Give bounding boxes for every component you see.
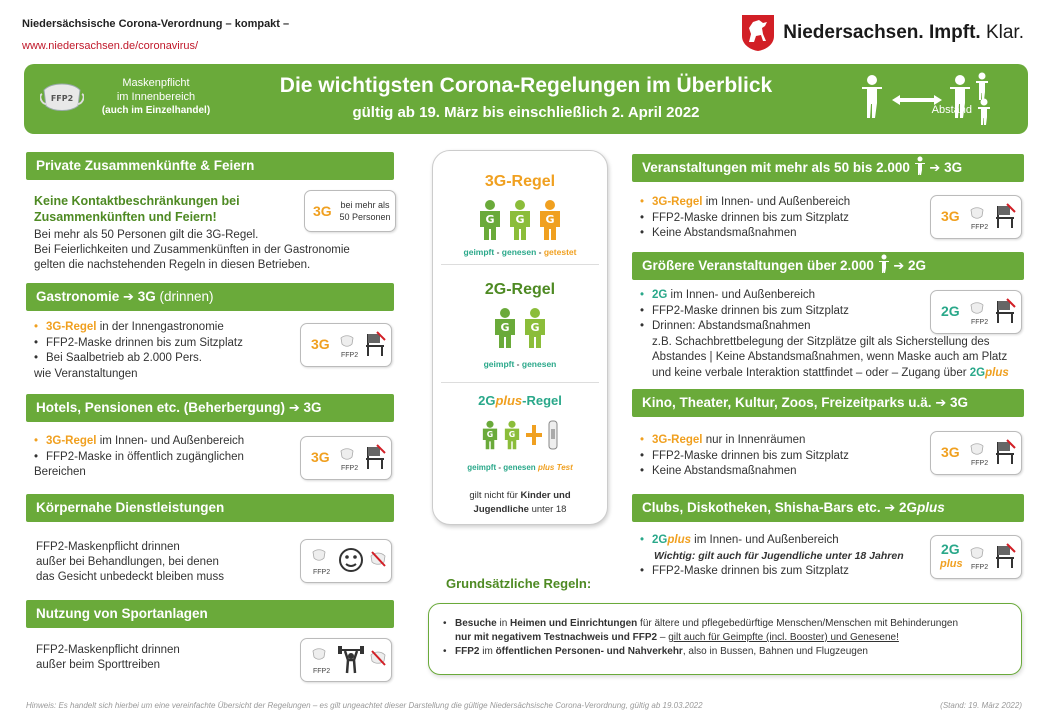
person-green-icon (491, 307, 519, 349)
seat-icon (363, 443, 387, 471)
mask-icon (969, 206, 985, 220)
person-darkgreen-icon (502, 419, 522, 451)
footer-date: (Stand: 19. März 2022) (940, 701, 1022, 710)
rule-3g-title: 3G-Regel (484, 173, 556, 190)
mask-icon (339, 447, 355, 461)
person-green-icon (480, 419, 500, 451)
page-subtitle: gültig ab 19. März bis einschließlich 2. April 2022 (352, 104, 700, 121)
svg-text:G: G (515, 213, 525, 226)
ffp2-mask-icon (40, 76, 84, 116)
basic-rules-box: • Besuche in Heimen und Einrichtungen für ältere und pflegebedürftige Menschen/Menschen mit Behinderungen nur mit negativem Testnachweis und FFP2 – gilt auch für Geimpfte (incl. Booster) und Genesene! • FFP2 im öffentlichen Personen- und Nahverkehr, also in Bussen, Bahnen und Flugzeugen (428, 603, 1022, 675)
hotels-badge: 3G FFP2 (300, 436, 392, 480)
mask-icon (969, 442, 985, 456)
plus-icon (524, 419, 544, 451)
seat-icon (993, 542, 1017, 570)
distance-icon (860, 70, 1000, 128)
section-gastro-header: Gastronomie ➔ 3G (drinnen) (26, 283, 394, 311)
mask-icon (969, 301, 985, 315)
doc-subtitle: Niedersächsische Corona-Verordnung – kompakt – (22, 18, 290, 30)
seat-icon (993, 202, 1017, 230)
header-info (22, 18, 289, 52)
title-banner (24, 64, 1028, 134)
person-icon (914, 156, 926, 176)
website-link[interactable]: www.niedersachsen.de/coronavirus/ (22, 40, 199, 52)
face-treatment-icon (337, 546, 365, 574)
hotels-list: • 3G-Regel im Innen- und Außenbereich • FFP2-Maske in öffentlich zugänglichen Bereichen (34, 434, 294, 481)
rule-2gplus-persons (433, 419, 607, 451)
svg-text:G: G (508, 430, 516, 440)
svg-text:G: G (485, 213, 495, 226)
no-mask-icon (369, 550, 387, 568)
rule-2gplus-title: 2Gplus-Regel (478, 393, 562, 408)
section-gross-header: Größere Veranstaltungen über 2.000 ➔ 2G (632, 252, 1024, 280)
private-3g-badge: 3G bei mehr als 50 Personen (304, 190, 396, 232)
separator (441, 382, 599, 383)
private-body: Bei mehr als 50 Personen gilt die 3G-Regel. Bei Feierlichkeiten und Zusammenkünften in der Gastronomie gelten die nachstehenden Regeln in diesen Betrieben. (34, 229, 350, 271)
mask-icon (311, 647, 327, 661)
clubs-badge: 2G plus FFP2 (930, 535, 1022, 579)
horse-crest-icon (741, 14, 775, 52)
svg-text:FFP2: FFP2 (50, 94, 74, 103)
rule-2g-caption: geimpft - genesen (483, 359, 557, 369)
svg-text:G: G (486, 430, 494, 440)
veranst-list: • 3G-Regel im Innen- und Außenbereich • FFP2-Maske drinnen bis zum Sitzplatz • Keine Abstandsmaßnahmen (640, 195, 910, 242)
mask-icon (339, 334, 355, 348)
koerper-text: FFP2-Maskenpflicht drinnen außer bei Behandlungen, bei denen das Gesicht unbedeckt bleiben muss (36, 541, 224, 583)
brand-text: Niedersachsen. Impft. Klar. (783, 22, 1024, 43)
clubs-list: • 2Gplus im Innen- und Außenbereich Wichtig: gilt auch für Jugendliche unter 18 Jahren • FFP2-Maske drinnen bis zum Sitzplatz (640, 533, 925, 580)
gastro-badge: 3G FFP2 (300, 323, 392, 367)
rule-3g-persons (433, 199, 607, 241)
mask-info (40, 70, 220, 128)
section-veranst-header: Veranstaltungen mit mehr als 50 bis 2.000 ➔ 3G (632, 154, 1024, 182)
rule-3g-caption: geimpft - genesen - getestet (463, 247, 577, 257)
kino-list: • 3G-Regel nur in Innenräumen • FFP2-Maske drinnen bis zum Sitzplatz • Keine Abstandsmaßnahmen (640, 433, 910, 480)
rule-2g-title: 2G-Regel (484, 281, 556, 298)
person-green-icon (476, 199, 504, 241)
veranst-badge: 3G FFP2 (930, 195, 1022, 239)
svg-text:G: G (545, 213, 555, 226)
brand-logo (741, 14, 1024, 52)
seat-icon (363, 330, 387, 358)
no-mask-icon (369, 649, 387, 667)
rule-2g-persons (433, 307, 607, 349)
gross-badge: 2G FFP2 (930, 290, 1022, 334)
footer-note: Hinweis: Es handelt sich hierbei um eine vereinfachte Übersicht der Regelungen – es gilt ungeachtet dieser Darstellung die gültige Niedersächsische Corona-Verordnung, gültig ab 19.03.2022 (26, 701, 703, 710)
koerper-badge: FFP2 (300, 539, 392, 583)
children-note: gilt nicht für Kinder und Jugendliche unter 18 (469, 490, 571, 515)
svg-text:G: G (500, 321, 510, 334)
person-darkgreen-icon (521, 307, 549, 349)
rule-2gplus-caption: geimpft - genesen plus Test (467, 463, 573, 472)
gross-list: • 2G im Innen- und Außenbereich • FFP2-Maske drinnen bis zum Sitzplatz • Drinnen: Abstandsmaßnahmen z.B. Schachbrettbelegung der Sitzplätze gilt als Sicherstellung des Abstandes | Keine Abstandsmaßnahmen, wenn Maske auch am Platz und keine verbale Interaktion stattfindet – oder – Zugang über 2Gplus (640, 288, 1025, 381)
gastro-list: • 3G-Regel in der Innengastronomie • FFP2-Maske drinnen bis zum Sitzplatz • Bei Saalbetrieb ab 2.000 Pers. wie Veranstaltungen (34, 320, 304, 382)
page-title: Die wichtigsten Corona-Regelungen im Überblick (279, 74, 773, 97)
distance-label: Abstand (931, 104, 972, 116)
basic-rules-title: Grundsätzliche Regeln: (446, 576, 592, 591)
rules-legend (432, 150, 608, 525)
svg-text:G: G (530, 321, 540, 334)
section-hotels-header: Hotels, Pensionen etc. (Beherbergung) ➔ 3G (26, 394, 394, 422)
seat-icon (993, 438, 1017, 466)
sport-badge: FFP2 (300, 638, 392, 682)
section-clubs-header: Clubs, Diskotheken, Shisha-Bars etc. ➔ 2Gplus (632, 494, 1024, 522)
sport-text: FFP2-Maskenpflicht drinnen außer beim Sporttreiben (36, 644, 180, 671)
kino-badge: 3G FFP2 (930, 431, 1022, 475)
section-kino-header: Kino, Theater, Kultur, Zoos, Freizeitparks u.ä. ➔ 3G (632, 389, 1024, 417)
section-koerper-header: Körpernahe Dienstleistungen (26, 494, 394, 522)
person-orange-icon (536, 199, 564, 241)
seat-icon (993, 297, 1017, 325)
person-icon (878, 254, 890, 274)
mask-icon (311, 548, 327, 562)
section-sport-header: Nutzung von Sportanlagen (26, 600, 394, 628)
private-lead: Keine Kontaktbeschränkungen bei Zusammenkünften und Feiern! (34, 194, 240, 224)
section-private-header: Private Zusammenkünfte & Feiern (26, 152, 394, 180)
test-kit-icon (546, 419, 560, 451)
person-darkgreen-icon (506, 199, 534, 241)
separator (441, 264, 599, 265)
mask-icon (969, 546, 985, 560)
weightlifter-icon (337, 645, 365, 675)
mask-text: Maskenpflicht im Innenbereich (auch im Einzelhandel) (101, 77, 211, 116)
